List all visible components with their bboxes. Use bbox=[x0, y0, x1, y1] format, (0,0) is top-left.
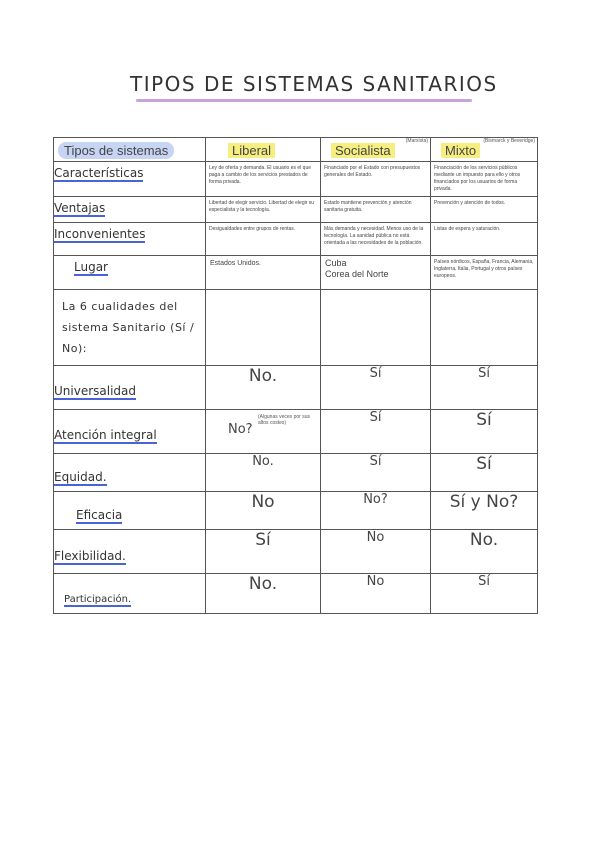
cell-atencion-liberal bbox=[206, 410, 321, 454]
row-label-ventajas: Ventajas bbox=[54, 201, 106, 215]
table-row bbox=[54, 197, 538, 223]
row-label-flexibilidad: Flexibilidad. bbox=[54, 549, 126, 563]
header-socialista-note: (Marxista) bbox=[405, 138, 428, 144]
row-label-caracteristicas: Características bbox=[54, 166, 144, 180]
cell-flexibilidad-mixto: No. bbox=[469, 530, 499, 550]
row-label-cell bbox=[54, 492, 206, 530]
cell-caracteristicas-liberal: Ley de oferta y demanda. El usuario es el que paga a cambio de los servicios prestados de forma privada. bbox=[209, 165, 312, 185]
header-types-label: Tipos de sistemas bbox=[58, 142, 174, 159]
row-label-inconvenientes: Inconvenientes bbox=[54, 227, 146, 241]
row-label-cell bbox=[54, 162, 206, 197]
lugar-socialista-2: Corea del Norte bbox=[325, 269, 389, 279]
cell-caracteristicas-mixto: Financiación de los servicios públicos mediante un impuesto para ello y otros financiados por los usuarios de forma privada. bbox=[434, 165, 521, 192]
cell-caracteristicas-socialista: Financiado por el Estado con presupuestos generales del Estado. bbox=[324, 165, 421, 178]
row-label-cell bbox=[54, 410, 206, 454]
table-row bbox=[54, 530, 538, 574]
header-liberal-label: Liberal bbox=[228, 143, 275, 158]
cell-lugar-mixto: Países nórdicos, España, Francia, Alemania, Inglaterra, Italia, Portugal y otros países europeos. bbox=[434, 259, 534, 279]
cell-universalidad-mixto: Sí bbox=[478, 366, 490, 381]
row-label-cell bbox=[54, 256, 206, 290]
cell-eficacia-socialista: No? bbox=[363, 492, 388, 507]
cell-universalidad-socialista: Sí bbox=[369, 366, 382, 381]
header-cell-socialista bbox=[321, 138, 431, 162]
cell-eficacia-liberal: No bbox=[251, 492, 275, 512]
table-row bbox=[54, 454, 538, 492]
page-title: TIPOS DE SISTEMAS SANITARIOS bbox=[130, 72, 498, 96]
row-label-cell bbox=[54, 366, 206, 410]
row-label-atencion: Atención integral bbox=[54, 428, 157, 442]
row-label-cell bbox=[54, 574, 206, 614]
atencion-liberal-answer: No? bbox=[228, 422, 253, 437]
atencion-liberal-note: (Algunas veces por sus altos costes) bbox=[258, 414, 310, 426]
table-row bbox=[54, 290, 538, 366]
cell-universalidad-liberal: No. bbox=[248, 366, 278, 386]
table-row bbox=[54, 256, 538, 290]
systems-table bbox=[53, 137, 538, 614]
cell-lugar-socialista bbox=[321, 256, 430, 283]
cell-flexibilidad-liberal: Sí bbox=[255, 530, 271, 550]
qualities-intro-label: La 6 cualidades del sistema Sanitario (Sí / No): bbox=[62, 300, 195, 355]
cell-lugar-liberal: Estados Unidos. bbox=[210, 260, 261, 267]
cell-ventajas-liberal: Libertad de elegir servicio. Libertad de elegir su especialista y la tecnología. bbox=[209, 200, 315, 213]
qualities-intro-cell bbox=[54, 290, 206, 366]
row-label-eficacia: Eficacia bbox=[76, 508, 123, 522]
cell-eficacia-mixto: Sí y No? bbox=[449, 492, 519, 512]
header-mixto-note: (Bismarck y Beveridge) bbox=[483, 138, 535, 144]
header-cell-mixto bbox=[431, 138, 538, 162]
row-label-lugar: Lugar bbox=[74, 260, 108, 274]
cell-participacion-mixto: Sí bbox=[478, 574, 490, 589]
cell-flexibilidad-socialista: No bbox=[366, 530, 385, 545]
title-underline bbox=[136, 99, 472, 102]
table-header-row bbox=[54, 138, 538, 162]
header-socialista-label: Socialista bbox=[331, 143, 395, 158]
cell-equidad-socialista: Sí bbox=[369, 454, 382, 469]
header-cell-liberal bbox=[206, 138, 321, 162]
cell-inconvenientes-socialista: Más demanda y necesidad. Menos uso de la tecnología. La sanidad pública no está orientada a las necesidades de la población. bbox=[324, 226, 424, 246]
row-label-cell bbox=[54, 454, 206, 492]
table-row bbox=[54, 574, 538, 614]
header-cell-types bbox=[54, 138, 206, 162]
header-mixto-label: Mixto bbox=[441, 143, 480, 158]
table-row bbox=[54, 162, 538, 197]
row-label-universalidad: Universalidad bbox=[54, 384, 137, 398]
row-label-cell bbox=[54, 530, 206, 574]
cell-inconvenientes-mixto: Listas de espera y saturación. bbox=[434, 226, 501, 232]
cell-ventajas-mixto: Prevención y atención de todos. bbox=[434, 200, 506, 206]
lugar-socialista-1: Cuba bbox=[325, 258, 347, 268]
cell-equidad-mixto: Sí bbox=[476, 454, 492, 474]
table-row bbox=[54, 223, 538, 256]
row-label-participacion: Participación. bbox=[64, 594, 132, 605]
table-row bbox=[54, 492, 538, 530]
row-label-cell bbox=[54, 197, 206, 223]
table-row bbox=[54, 410, 538, 454]
row-label-cell bbox=[54, 223, 206, 256]
cell-ventajas-socialista: Estado mantiene prevención y atención sanitaria gratuita. bbox=[324, 200, 412, 213]
cell-atencion-mixto: Sí bbox=[476, 410, 492, 430]
cell-participacion-liberal: No. bbox=[248, 574, 278, 594]
table-row bbox=[54, 366, 538, 410]
cell-participacion-socialista: No bbox=[366, 574, 385, 589]
row-label-equidad: Equidad. bbox=[54, 470, 107, 484]
cell-equidad-liberal: No. bbox=[252, 454, 274, 469]
cell-inconvenientes-liberal: Desigualdades entre grupos de rentas. bbox=[209, 226, 296, 232]
cell-atencion-socialista: Sí bbox=[369, 410, 382, 425]
